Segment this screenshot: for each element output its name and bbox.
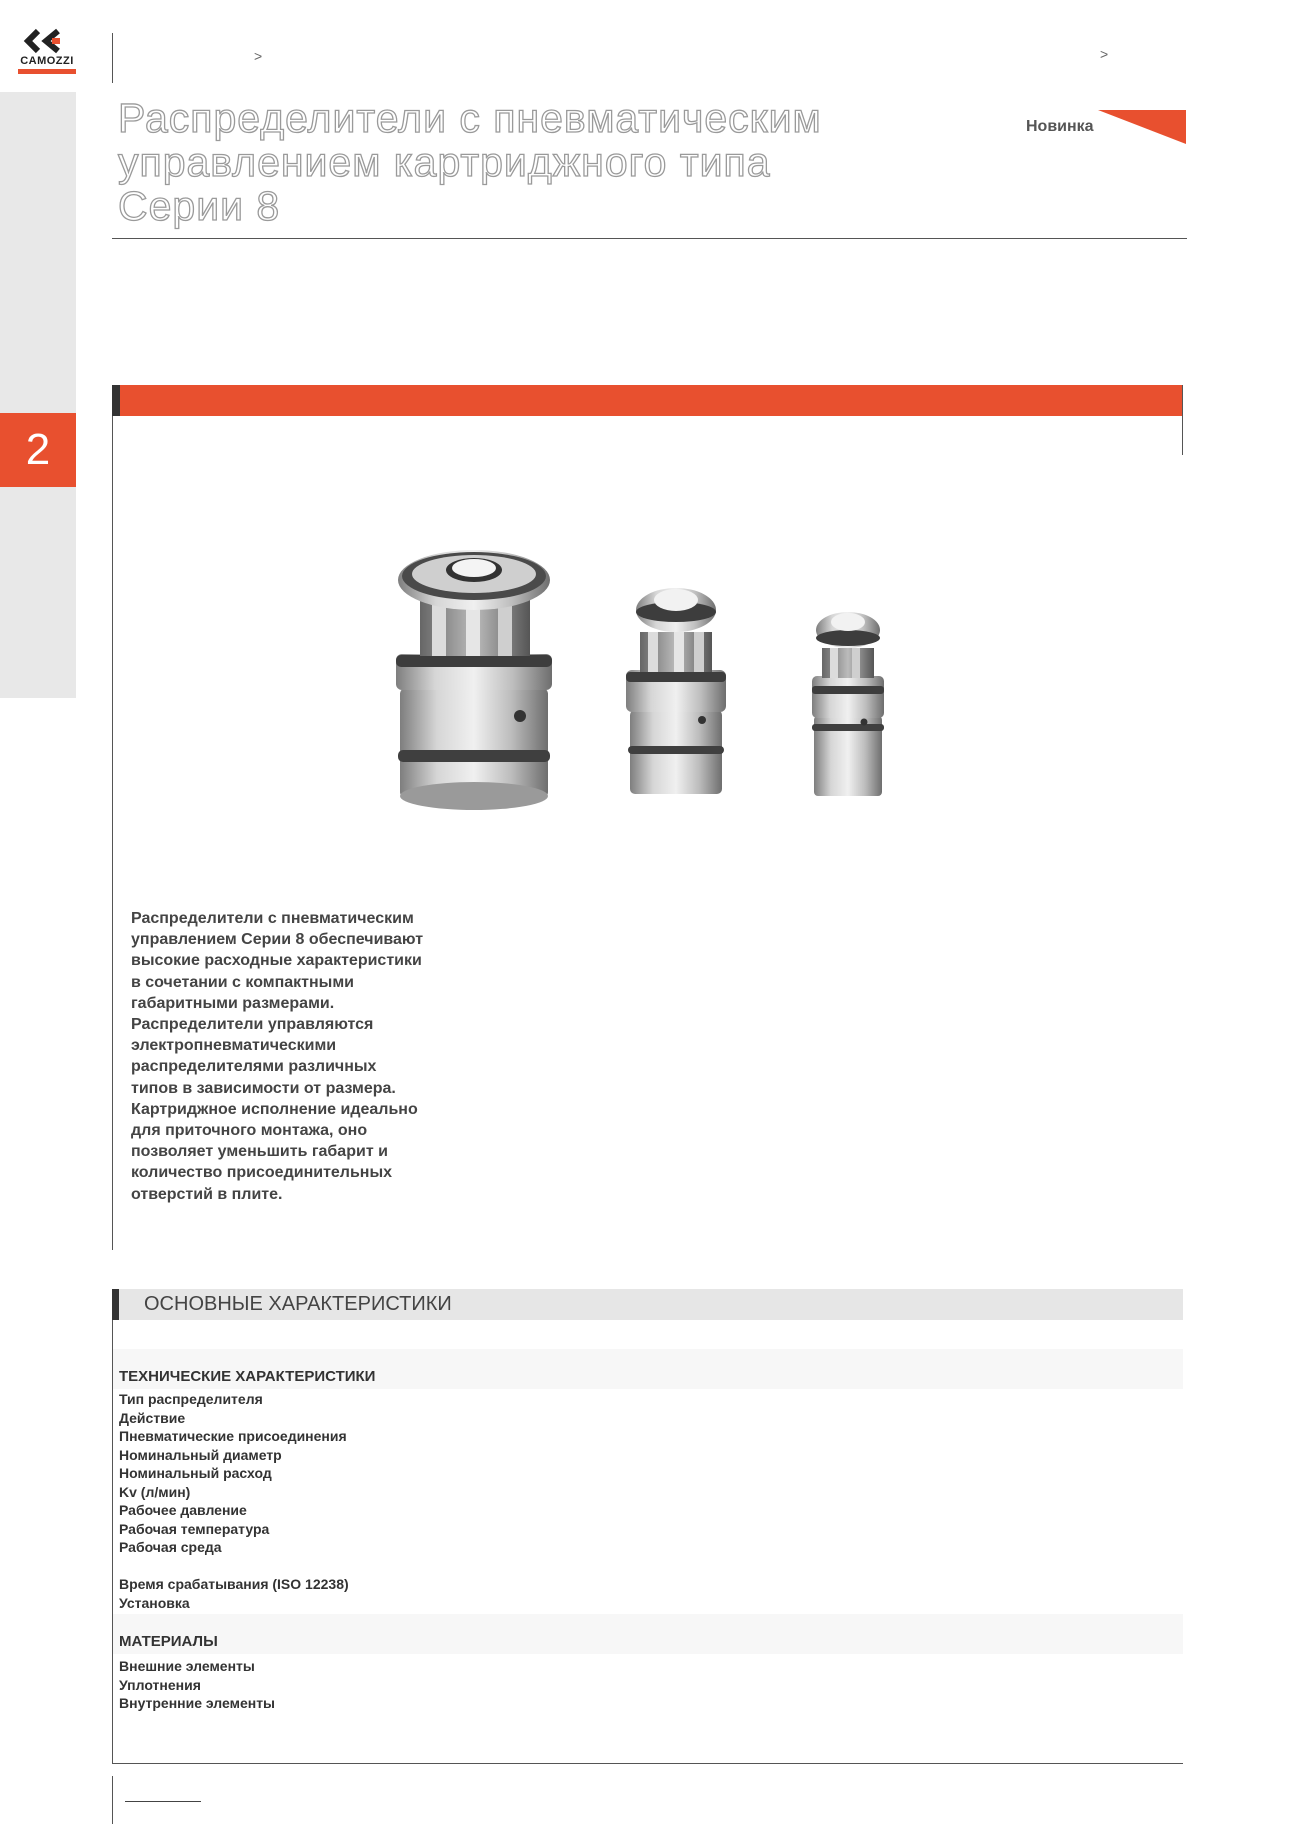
section-title: ОСНОВНЫЕ ХАРАКТЕРИСТИКИ [144, 1293, 452, 1315]
spec-label: Рабочая температура [119, 1520, 270, 1537]
band-marker [112, 385, 120, 416]
technical-spec-list [119, 1390, 347, 1557]
page-title-line: Серии 8 [118, 183, 281, 229]
page-title-line: Распределители с пневматическим [118, 95, 822, 141]
breadcrumb-separator: > [254, 48, 263, 64]
spec-label: Номинальный диаметр [119, 1446, 282, 1463]
new-badge-flag-icon [1098, 110, 1186, 144]
spec-label: Рабочее давление [119, 1502, 247, 1518]
section-marker [112, 1289, 119, 1320]
spec-label: Номинальный расход [119, 1465, 272, 1481]
brand-name: CAMOZZI [20, 55, 74, 67]
section-bottom-rule [112, 1763, 1183, 1764]
footer-rule [125, 1801, 201, 1802]
material-label: Внешние элементы [119, 1658, 255, 1674]
material-label: Уплотнения [119, 1676, 201, 1693]
breadcrumb-separator: > [1100, 46, 1109, 62]
chapter-number: 2 [25, 425, 51, 474]
header-divider [112, 33, 113, 83]
spec-label: Пневматические присоединения [119, 1428, 347, 1444]
spec-label: Kv (л/мин) [119, 1483, 191, 1500]
product-band [120, 385, 1183, 416]
materials-subtitle: МАТЕРИАЛЫ [119, 1633, 218, 1650]
title-rule [112, 238, 1187, 239]
spec-label: Рабочая среда [119, 1539, 222, 1555]
chapter-rail [0, 92, 76, 698]
technical-spec-list-2 [119, 1575, 349, 1612]
spec-label: Установка [119, 1594, 190, 1611]
page-title [118, 96, 938, 228]
spec-label: Время срабатывания (ISO 12238) [119, 1576, 349, 1592]
spec-label: Действие [119, 1409, 186, 1426]
cartridge-valves-photo-icon [390, 520, 910, 820]
valve-large [396, 550, 552, 810]
material-label: Внутренние элементы [119, 1695, 276, 1711]
band-right-edge [1182, 385, 1183, 455]
product-description: Распределители с пневматическим управлением Серии 8 обеспечивают высокие расходные характеристики в сочетании с компактными габаритными размерами. Распределители управляются электропневматическими распределителями различных типов в зависимости от размера. Картриджное исполнение идеально для приточного монтажа, оно позволяет уменьшить габарит и количество присоединительных отверстий в плите. [131, 910, 424, 1203]
technical-subtitle: ТЕХНИЧЕСКИЕ ХАРАКТЕРИСТИКИ [119, 1368, 376, 1385]
footer-divider [112, 1776, 113, 1824]
content-frame-line [112, 416, 113, 1250]
new-badge-label: Новинка [1026, 118, 1094, 135]
brand-accent-bar [18, 69, 76, 74]
spec-label: Тип распределителя [119, 1391, 263, 1407]
camozzi-logo-icon [16, 28, 78, 58]
materials-list [119, 1657, 275, 1713]
valve-small [812, 612, 884, 796]
valve-medium [626, 588, 726, 794]
page-title-line: управлением картриджного типа [118, 139, 771, 185]
materials-header-row [113, 1614, 1183, 1654]
